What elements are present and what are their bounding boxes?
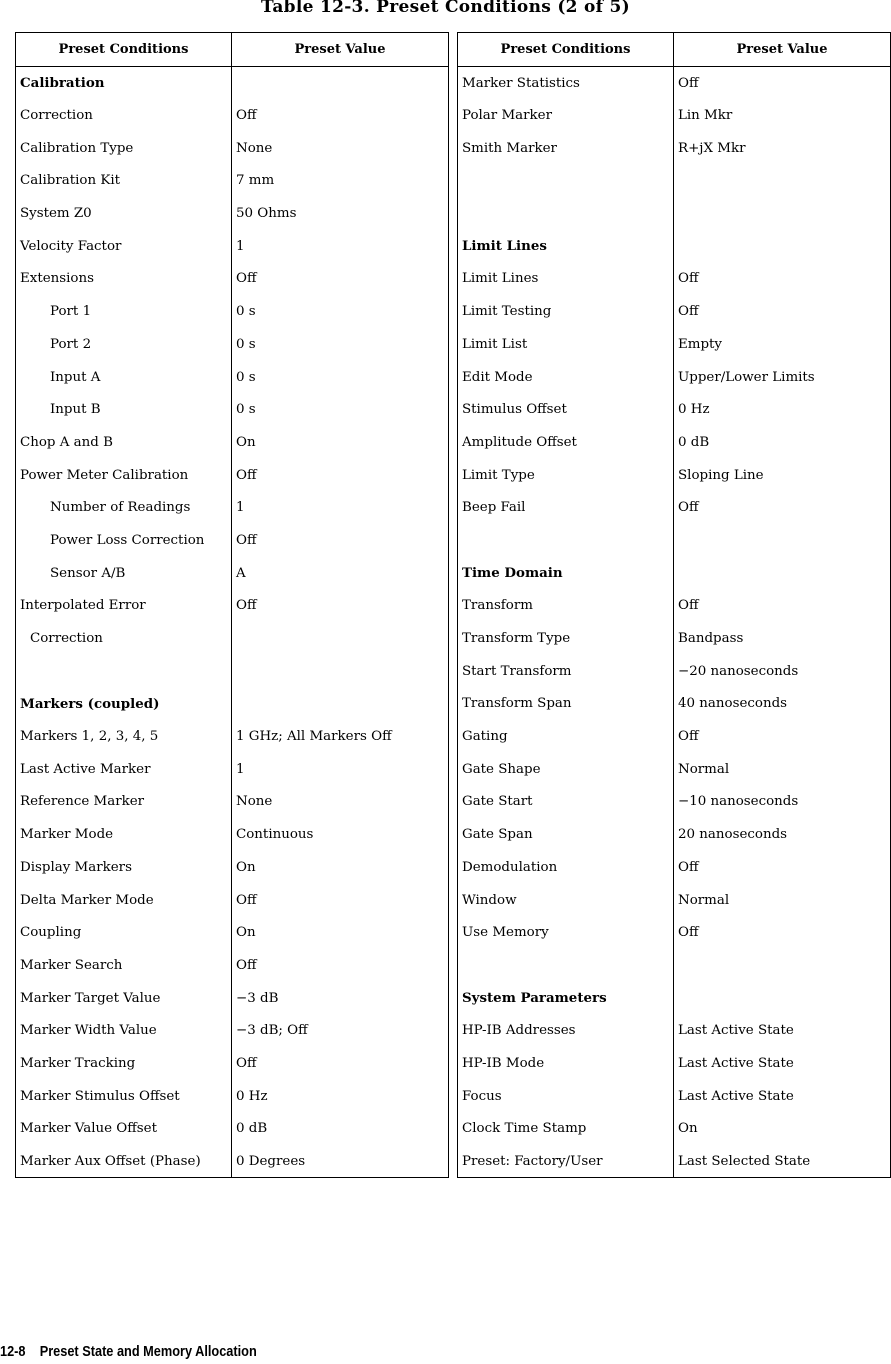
preset-condition-cell: Time Domain xyxy=(458,557,674,590)
preset-condition-cell: Input A xyxy=(16,361,232,394)
table-row xyxy=(458,99,891,132)
table-row xyxy=(16,916,449,949)
preset-condition-cell: Gate Span xyxy=(458,818,674,851)
preset-condition-cell: Gating xyxy=(458,720,674,753)
preset-value-cell: 0 Degrees xyxy=(232,1145,449,1178)
preset-condition-cell xyxy=(458,949,674,982)
table-row xyxy=(16,1113,449,1146)
preset-condition-cell: Marker Width Value xyxy=(16,1014,232,1047)
table-row xyxy=(16,491,449,524)
preset-condition-cell: Demodulation xyxy=(458,851,674,884)
preset-condition-cell: Coupling xyxy=(16,916,232,949)
preset-value-cell: 0 dB xyxy=(232,1113,449,1146)
table-row xyxy=(16,459,449,492)
preset-condition-cell: Smith Marker xyxy=(458,132,674,165)
table-row xyxy=(16,426,449,459)
preset-condition-cell: Transform Span xyxy=(458,688,674,721)
preset-value-cell: Lin Mkr xyxy=(674,99,891,132)
table-row xyxy=(16,622,449,655)
header-preset-conditions: Preset Conditions xyxy=(16,33,232,67)
preset-value-cell xyxy=(232,67,449,100)
preset-value-cell: Last Active State xyxy=(674,1047,891,1080)
table-row xyxy=(458,720,891,753)
table-row xyxy=(458,753,891,786)
preset-value-cell: Off xyxy=(232,949,449,982)
preset-condition-cell: Input B xyxy=(16,393,232,426)
table-row xyxy=(16,884,449,917)
preset-condition-cell: Marker Stimulus Offset xyxy=(16,1080,232,1113)
preset-condition-cell: Limit Type xyxy=(458,459,674,492)
table-row xyxy=(16,165,449,198)
preset-condition-cell: Amplitude Offset xyxy=(458,426,674,459)
preset-value-cell: 1 xyxy=(232,753,449,786)
preset-condition-cell: System Z0 xyxy=(16,197,232,230)
preset-condition-cell: Transform xyxy=(458,590,674,623)
preset-value-cell: −20 nanoseconds xyxy=(674,655,891,688)
preset-value-cell: 0 dB xyxy=(674,426,891,459)
table-row xyxy=(458,1145,891,1178)
table-row xyxy=(458,361,891,394)
preset-condition-cell: Limit List xyxy=(458,328,674,361)
preset-value-cell: 0 s xyxy=(232,393,449,426)
preset-condition-cell: Marker Search xyxy=(16,949,232,982)
preset-value-cell: Off xyxy=(232,1047,449,1080)
preset-condition-cell: Port 2 xyxy=(16,328,232,361)
preset-condition-cell: Marker Value Offset xyxy=(16,1113,232,1146)
table-row xyxy=(458,590,891,623)
preset-value-cell: Sloping Line xyxy=(674,459,891,492)
preset-value-cell: On xyxy=(232,851,449,884)
table-row xyxy=(458,1047,891,1080)
table-row xyxy=(16,295,449,328)
preset-value-cell: Off xyxy=(232,524,449,557)
table-row xyxy=(458,426,891,459)
preset-condition-cell: Preset: Factory/User xyxy=(458,1145,674,1178)
table-row xyxy=(16,786,449,819)
preset-condition-cell: Limit Testing xyxy=(458,295,674,328)
page-footer xyxy=(0,1343,257,1360)
preset-condition-cell: Chop A and B xyxy=(16,426,232,459)
preset-value-cell: A xyxy=(232,557,449,590)
preset-condition-cell: Clock Time Stamp xyxy=(458,1113,674,1146)
preset-value-cell: Off xyxy=(232,263,449,296)
preset-value-cell: Off xyxy=(232,99,449,132)
preset-condition-cell: Correction xyxy=(16,622,232,655)
preset-condition-cell: Calibration xyxy=(16,67,232,100)
table-row xyxy=(16,1145,449,1178)
preset-value-cell xyxy=(674,230,891,263)
preset-value-cell: Off xyxy=(232,884,449,917)
preset-condition-cell: Use Memory xyxy=(458,916,674,949)
preset-value-cell: 0 s xyxy=(232,361,449,394)
preset-condition-cell: Port 1 xyxy=(16,295,232,328)
preset-value-cell: 0 Hz xyxy=(232,1080,449,1113)
preset-value-cell: Last Active State xyxy=(674,1014,891,1047)
preset-condition-cell: Window xyxy=(458,884,674,917)
preset-condition-cell: Polar Marker xyxy=(458,99,674,132)
preset-value-cell: −10 nanoseconds xyxy=(674,786,891,819)
preset-condition-cell: Limit Lines xyxy=(458,230,674,263)
preset-value-cell xyxy=(232,622,449,655)
preset-value-cell: Continuous xyxy=(232,818,449,851)
table-row xyxy=(458,263,891,296)
table-row xyxy=(458,818,891,851)
table-row xyxy=(16,361,449,394)
preset-value-cell: Off xyxy=(674,590,891,623)
header-preset-conditions: Preset Conditions xyxy=(458,33,674,67)
table-row xyxy=(16,753,449,786)
preset-value-cell: Normal xyxy=(674,753,891,786)
preset-value-cell xyxy=(674,524,891,557)
preset-condition-cell: Calibration Type xyxy=(16,132,232,165)
preset-condition-cell: Display Markers xyxy=(16,851,232,884)
preset-condition-cell: Gate Start xyxy=(458,786,674,819)
table-row xyxy=(16,1080,449,1113)
table-row xyxy=(458,393,891,426)
preset-value-cell xyxy=(674,197,891,230)
preset-value-cell: 50 Ohms xyxy=(232,197,449,230)
preset-value-cell xyxy=(232,655,449,688)
preset-condition-cell: Calibration Kit xyxy=(16,165,232,198)
table-row xyxy=(16,1014,449,1047)
header-preset-value: Preset Value xyxy=(232,33,449,67)
preset-value-cell xyxy=(674,949,891,982)
table-row xyxy=(458,949,891,982)
table-row xyxy=(16,557,449,590)
preset-condition-cell: Interpolated Error xyxy=(16,590,232,623)
table-row xyxy=(458,884,891,917)
table-row xyxy=(16,982,449,1015)
preset-value-cell: 1 xyxy=(232,230,449,263)
preset-condition-cell: Marker Aux Offset (Phase) xyxy=(16,1145,232,1178)
preset-condition-cell: Stimulus Offset xyxy=(458,393,674,426)
preset-condition-cell: Transform Type xyxy=(458,622,674,655)
preset-value-cell: Upper/Lower Limits xyxy=(674,361,891,394)
table-row xyxy=(458,524,891,557)
preset-condition-cell: Extensions xyxy=(16,263,232,296)
preset-value-cell: −3 dB; Off xyxy=(232,1014,449,1047)
section-header-row xyxy=(16,688,449,721)
preset-condition-cell: System Parameters xyxy=(458,982,674,1015)
preset-condition-cell: Reference Marker xyxy=(16,786,232,819)
preset-value-cell: On xyxy=(232,916,449,949)
table-row xyxy=(458,688,891,721)
preset-value-cell: Off xyxy=(232,590,449,623)
table-row xyxy=(16,328,449,361)
page-number: 12-8 xyxy=(0,1343,26,1360)
table-row xyxy=(16,720,449,753)
table-row xyxy=(458,851,891,884)
table-row xyxy=(16,949,449,982)
preset-value-cell: On xyxy=(232,426,449,459)
preset-table-right xyxy=(457,32,891,1178)
preset-condition-cell: Marker Mode xyxy=(16,818,232,851)
table-row xyxy=(16,590,449,623)
preset-value-cell: Off xyxy=(674,67,891,100)
preset-value-cell: 7 mm xyxy=(232,165,449,198)
preset-value-cell: Bandpass xyxy=(674,622,891,655)
preset-condition-cell: Marker Tracking xyxy=(16,1047,232,1080)
preset-value-cell: 1 GHz; All Markers Off xyxy=(232,720,449,753)
table-row xyxy=(16,655,449,688)
section-header-row xyxy=(458,557,891,590)
preset-condition-cell xyxy=(458,165,674,198)
table-row xyxy=(458,786,891,819)
preset-value-cell: 0 s xyxy=(232,328,449,361)
preset-condition-cell: Delta Marker Mode xyxy=(16,884,232,917)
table-row xyxy=(16,99,449,132)
preset-value-cell: None xyxy=(232,132,449,165)
preset-condition-cell: Marker Target Value xyxy=(16,982,232,1015)
table-row xyxy=(458,132,891,165)
section-header-row xyxy=(16,67,449,100)
preset-value-cell: Off xyxy=(674,720,891,753)
section-title: Preset State and Memory Allocation xyxy=(39,1343,257,1360)
preset-value-cell: Last Active State xyxy=(674,1080,891,1113)
preset-condition-cell xyxy=(16,655,232,688)
preset-value-cell xyxy=(674,557,891,590)
preset-condition-cell: HP-IB Addresses xyxy=(458,1014,674,1047)
preset-condition-cell: Power Meter Calibration xyxy=(16,459,232,492)
table-row xyxy=(458,1014,891,1047)
table-row xyxy=(458,197,891,230)
preset-value-cell xyxy=(232,688,449,721)
preset-value-cell: Off xyxy=(232,459,449,492)
preset-condition-cell: Gate Shape xyxy=(458,753,674,786)
table-row xyxy=(458,916,891,949)
preset-condition-cell: Power Loss Correction xyxy=(16,524,232,557)
preset-value-cell: Off xyxy=(674,263,891,296)
table-row xyxy=(16,818,449,851)
preset-value-cell: Off xyxy=(674,851,891,884)
preset-value-cell: Empty xyxy=(674,328,891,361)
preset-value-cell xyxy=(674,165,891,198)
preset-value-cell: 20 nanoseconds xyxy=(674,818,891,851)
table-row xyxy=(16,230,449,263)
section-header-row xyxy=(458,230,891,263)
table-row xyxy=(458,165,891,198)
preset-condition-cell xyxy=(458,524,674,557)
preset-value-cell: 40 nanoseconds xyxy=(674,688,891,721)
table-row xyxy=(16,132,449,165)
table-row xyxy=(458,295,891,328)
table-row xyxy=(16,263,449,296)
table-row xyxy=(16,197,449,230)
preset-condition-cell: Start Transform xyxy=(458,655,674,688)
preset-condition-cell: Limit Lines xyxy=(458,263,674,296)
table-row xyxy=(458,328,891,361)
table-row xyxy=(458,491,891,524)
preset-condition-cell: Correction xyxy=(16,99,232,132)
table-row xyxy=(458,67,891,100)
preset-condition-cell: Number of Readings xyxy=(16,491,232,524)
preset-value-cell: 0 Hz xyxy=(674,393,891,426)
preset-condition-cell: Last Active Marker xyxy=(16,753,232,786)
preset-condition-cell: Beep Fail xyxy=(458,491,674,524)
table-row xyxy=(16,851,449,884)
header-preset-value: Preset Value xyxy=(674,33,891,67)
preset-condition-cell: Marker Statistics xyxy=(458,67,674,100)
preset-value-cell: Last Selected State xyxy=(674,1145,891,1178)
table-row xyxy=(458,622,891,655)
preset-value-cell: Normal xyxy=(674,884,891,917)
preset-condition-cell: Markers 1, 2, 3, 4, 5 xyxy=(16,720,232,753)
preset-value-cell: On xyxy=(674,1113,891,1146)
preset-condition-cell: Sensor A/B xyxy=(16,557,232,590)
preset-condition-cell: Focus xyxy=(458,1080,674,1113)
table-row xyxy=(16,1047,449,1080)
preset-value-cell: R+jX Mkr xyxy=(674,132,891,165)
preset-condition-cell: HP-IB Mode xyxy=(458,1047,674,1080)
table-row xyxy=(458,459,891,492)
preset-value-cell: Off xyxy=(674,491,891,524)
preset-value-cell xyxy=(674,982,891,1015)
preset-value-cell: 0 s xyxy=(232,295,449,328)
table-title: Table 12-3. Preset Conditions (2 of 5) xyxy=(261,0,630,17)
preset-value-cell: Off xyxy=(674,916,891,949)
preset-value-cell: None xyxy=(232,786,449,819)
preset-condition-cell: Markers (coupled) xyxy=(16,688,232,721)
preset-value-cell: −3 dB xyxy=(232,982,449,1015)
preset-value-cell: 1 xyxy=(232,491,449,524)
table-row xyxy=(458,1113,891,1146)
preset-condition-cell: Velocity Factor xyxy=(16,230,232,263)
table-row xyxy=(16,393,449,426)
preset-value-cell: Off xyxy=(674,295,891,328)
preset-condition-cell: Edit Mode xyxy=(458,361,674,394)
preset-condition-cell xyxy=(458,197,674,230)
preset-table-left xyxy=(15,32,449,1178)
table-row xyxy=(458,1080,891,1113)
table-row xyxy=(458,655,891,688)
table-row xyxy=(16,524,449,557)
section-header-row xyxy=(458,982,891,1015)
